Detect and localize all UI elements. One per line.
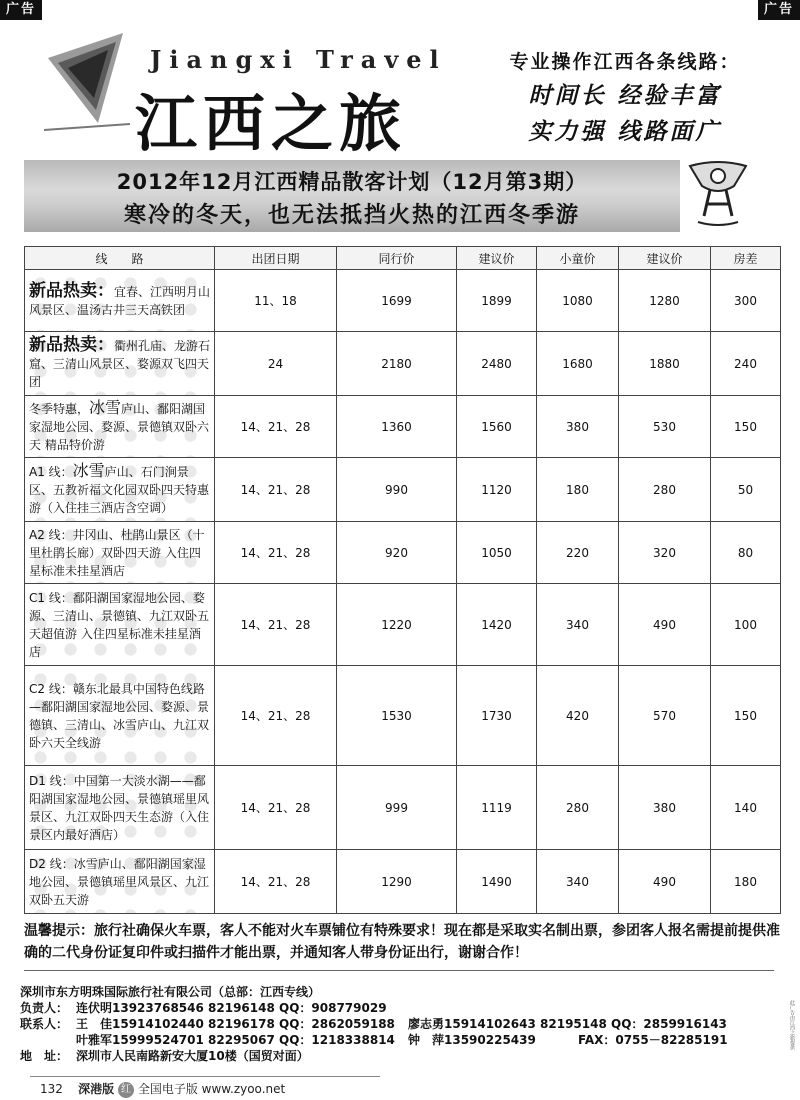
room-diff-cell: 140 (711, 766, 781, 850)
company-name: 深圳市东方明珠国际旅行社有限公司（总部：江西专线） (20, 985, 321, 999)
divider (24, 970, 774, 971)
dates-cell: 14、21、28 (215, 766, 337, 850)
address-label: 地 址： (20, 1049, 69, 1063)
col-child-price: 小童价 (537, 247, 619, 270)
edition-badge-icon: 红 (118, 1082, 134, 1098)
slogan-block (470, 47, 780, 146)
child-suggest-cell: 1280 (619, 270, 711, 332)
route-text: 中国第一大淡水湖——鄱阳湖国家湿地公园、景德镇瑶里风景区、九江双卧四天生态游（入住景区内最好酒店） (29, 773, 210, 842)
col-child-suggest-price: 建议价 (619, 247, 711, 270)
child-price-cell: 340 (537, 850, 619, 914)
dates-cell: 14、21、28 (215, 522, 337, 584)
peer-price-cell: 2180 (337, 332, 457, 396)
banner-title: 2012年12月江西精品散客计划（12月第3期） (116, 170, 588, 194)
route-prefix: D2 线： (29, 856, 74, 871)
contact-4: 钟 萍13590225439 (408, 1033, 536, 1047)
contacts-label: 联系人： (20, 1017, 69, 1031)
route-text: 鄱阳湖国家湿地公园、婺源、三清山、景德镇、九江双卧五天超值游 入住四星标准未挂星酒店 (29, 590, 210, 659)
dates-cell: 14、21、28 (215, 666, 337, 766)
company-row (20, 984, 780, 1000)
address-row (20, 1048, 780, 1064)
suggest-price-cell: 2480 (457, 332, 537, 396)
dates-cell: 14、21、28 (215, 396, 337, 458)
dates-cell: 14、21、28 (215, 584, 337, 666)
slogan-line-3: 实力强 线路面广 (528, 118, 722, 145)
peer-price-cell: 1699 (337, 270, 457, 332)
contact-2: 廖志勇15914102643 82195148 QQ：2859916143 (408, 1017, 727, 1031)
child-price-cell: 280 (537, 766, 619, 850)
child-price-cell: 220 (537, 522, 619, 584)
route-text: 衢州孔庙、龙游石窟、三清山风景区、婺源双飞四天团 (29, 339, 211, 389)
peer-price-cell: 920 (337, 522, 457, 584)
suggest-price-cell: 1899 (457, 270, 537, 332)
route-prefix: C1 线： (29, 590, 73, 605)
route-cell (25, 332, 215, 396)
route-prefix: C2 线： (29, 681, 73, 696)
peer-price-cell: 1290 (337, 850, 457, 914)
route-prefix: D1 线： (29, 773, 74, 788)
route-text: 庐山、鄱阳湖国家湿地公园、婺源、景德镇双卧六天 精品特价游 (29, 402, 210, 452)
ad-label-right: 广告 (758, 0, 800, 20)
manager-label: 负责人： (20, 1001, 69, 1015)
brand-name-chinese: 江西之旅 (135, 87, 408, 160)
route-text: 宜春、江西明月山风景区、温汤古井三天高铁团 (29, 285, 211, 317)
room-diff-cell: 100 (711, 584, 781, 666)
table-row (25, 332, 781, 396)
route-cell (25, 766, 215, 850)
child-price-cell: 380 (537, 396, 619, 458)
route-cell (25, 666, 215, 766)
route-prefix: A2 线： (29, 527, 73, 542)
peer-price-cell: 999 (337, 766, 457, 850)
table-row (25, 522, 781, 584)
site-link[interactable]: 全国电子版 www.zyoo.net (137, 1082, 286, 1096)
suggest-price-cell: 1490 (457, 850, 537, 914)
table-row (25, 584, 781, 666)
route-cell (25, 458, 215, 522)
table-header-row (25, 247, 781, 270)
contacts-row-1 (20, 1016, 780, 1032)
child-price-cell: 180 (537, 458, 619, 522)
route-text: 井冈山、杜鹃山景区（十里杜鹃长廊）双卧四天游 入住四星标准未挂星酒店 (29, 527, 205, 578)
dates-cell: 24 (215, 332, 337, 396)
child-suggest-cell: 490 (619, 850, 711, 914)
child-price-cell: 420 (537, 666, 619, 766)
table-row (25, 666, 781, 766)
child-price-cell: 1080 (537, 270, 619, 332)
side-note: 此广告由江西之旅提供 (789, 1000, 795, 1050)
banner-subtitle: 寒冷的冬天，也无法抵挡火热的江西冬季游 (123, 203, 580, 228)
col-dates: 出团日期 (215, 247, 337, 270)
peer-price-cell: 1220 (337, 584, 457, 666)
mascot-cup-icon (684, 156, 752, 234)
child-suggest-cell: 1880 (619, 332, 711, 396)
col-peer-price: 同行价 (337, 247, 457, 270)
peer-price-cell: 1360 (337, 396, 457, 458)
dates-cell: 11、18 (215, 270, 337, 332)
route-prefix: 冬季特惠， (29, 402, 90, 416)
route-text: 庐山、石门涧景区、五教祈福文化园双卧四天特惠游（入住挂三酒店含空调） (29, 465, 210, 515)
fax: FAX：0755－82285191 (578, 1033, 728, 1047)
suggest-price-cell: 1560 (457, 396, 537, 458)
contact-3: 叶雅军15999524701 82295067 QQ：1218338814 (76, 1033, 395, 1047)
peer-price-cell: 990 (337, 458, 457, 522)
edition: 深港版 (78, 1082, 115, 1096)
room-diff-cell: 300 (711, 270, 781, 332)
table-row (25, 850, 781, 914)
suggest-price-cell: 1420 (457, 584, 537, 666)
route-text: 赣东北最具中国特色线路—鄱阳湖国家湿地公园、婺源、景德镇、三清山、冰雪庐山、九江双卧六天全线游 (29, 681, 210, 750)
room-diff-cell: 150 (711, 396, 781, 458)
suggest-price-cell: 1119 (457, 766, 537, 850)
table-row (25, 766, 781, 850)
child-suggest-cell: 570 (619, 666, 711, 766)
contact-block (20, 984, 780, 1064)
child-suggest-cell: 320 (619, 522, 711, 584)
dates-cell: 14、21、28 (215, 850, 337, 914)
manager-info: 连伏明13923768546 82196148 QQ：908779029 (76, 1001, 387, 1015)
col-suggest-price: 建议价 (457, 247, 537, 270)
route-prefix: A1 线： (29, 465, 73, 479)
page-footer (40, 1080, 285, 1098)
route-text: 冰雪庐山、鄱阳湖国家湿地公园、景德镇瑶里风景区、九江双卧五天游 (29, 856, 210, 907)
route-cell (25, 396, 215, 458)
route-cell (25, 270, 215, 332)
title-banner (24, 160, 680, 232)
child-price-cell: 340 (537, 584, 619, 666)
hot-tag: 新品热卖： (29, 281, 114, 301)
peer-price-cell: 1530 (337, 666, 457, 766)
col-room-diff: 房差 (711, 247, 781, 270)
slogan-line-1: 专业操作江西各条线路： (509, 51, 741, 73)
brand-name-english: Jiangxi Travel (150, 45, 447, 74)
address: 深圳市人民南路新安大厦10楼（国贸对面） (76, 1049, 309, 1063)
child-suggest-cell: 490 (619, 584, 711, 666)
snow-tag: 冰雪 (89, 398, 122, 417)
route-cell (25, 850, 215, 914)
child-suggest-cell: 280 (619, 458, 711, 522)
room-diff-cell: 180 (711, 850, 781, 914)
col-route: 线 路 (25, 247, 215, 270)
footer-divider (30, 1076, 380, 1077)
route-cell (25, 584, 215, 666)
suggest-price-cell: 1120 (457, 458, 537, 522)
table-row (25, 270, 781, 332)
snow-tag: 冰雪 (72, 461, 105, 480)
room-diff-cell: 240 (711, 332, 781, 396)
hot-tag: 新品热卖： (29, 335, 114, 355)
page-number: 132 (40, 1082, 63, 1096)
room-diff-cell: 80 (711, 522, 781, 584)
warm-notice: 温馨提示：旅行社确保火车票，客人不能对火车票铺位有特殊要求！现在都是采取实名制出票，参团客人报名需提前提供准确的二代身份证复印件或扫描件才能出票，并通知客人带身份证出行，谢谢合作！ (24, 923, 780, 961)
child-suggest-cell: 530 (619, 396, 711, 458)
manager-row (20, 1000, 780, 1016)
ad-label-left: 广告 (0, 0, 42, 20)
room-diff-cell: 150 (711, 666, 781, 766)
child-price-cell: 1680 (537, 332, 619, 396)
slogan-line-2: 时间长 经验丰富 (528, 82, 722, 109)
suggest-price-cell: 1730 (457, 666, 537, 766)
contacts-row-2 (20, 1032, 780, 1048)
brand-logo-icon (38, 28, 138, 138)
route-price-table (24, 246, 781, 914)
route-cell (25, 522, 215, 584)
contact-1: 王 佳15914102440 82196178 QQ：2862059188 (76, 1017, 395, 1031)
child-suggest-cell: 380 (619, 766, 711, 850)
table-row (25, 458, 781, 522)
room-diff-cell: 50 (711, 458, 781, 522)
table-row (25, 396, 781, 458)
dates-cell: 14、21、28 (215, 458, 337, 522)
suggest-price-cell: 1050 (457, 522, 537, 584)
